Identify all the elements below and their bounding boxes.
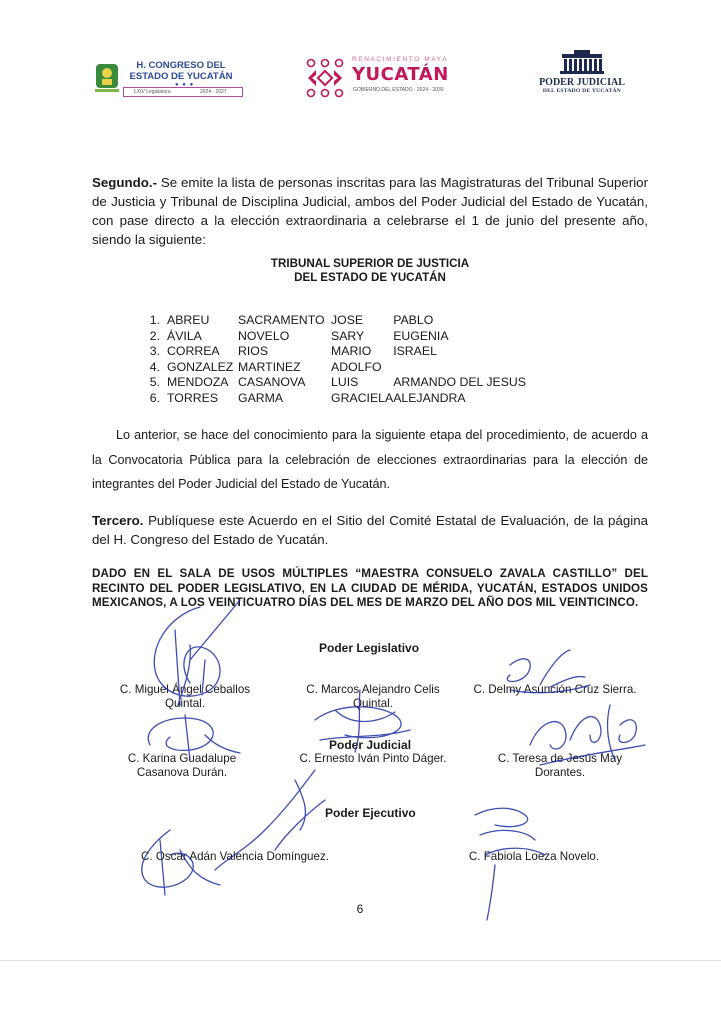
first-surname: CORREA xyxy=(167,344,220,359)
yucatan-glyph-icon xyxy=(304,58,346,98)
first-surname: ABREU xyxy=(167,313,210,327)
segundo-label: Segundo.- xyxy=(92,175,157,190)
court-building-icon xyxy=(560,50,604,74)
signature-scribble-ceballos xyxy=(130,595,270,715)
signatory-name: C. Oscar Adán Valencia Domínguez. xyxy=(141,850,329,863)
second-surname: NOVELO xyxy=(238,328,290,343)
row-number: 4. xyxy=(149,359,160,374)
tercero-text: Publíquese este Acuerdo en el Sitio del Comité Estatal de Evaluación, de la página del H. Congreso del Estado de Yucatán. xyxy=(92,513,648,547)
second-name: ALEJANDRA xyxy=(393,390,466,405)
signatory-name: C. Delmy Asunción Cruz Sierra. xyxy=(473,683,637,696)
table-row xyxy=(130,391,526,407)
signatory-name: C. Teresa de Jesús May xyxy=(497,752,623,765)
signature-scribble-loeza xyxy=(455,795,565,925)
second-name: ISRAEL xyxy=(393,344,437,359)
tercero-paragraph xyxy=(92,511,648,549)
pj-line2: DEL ESTADO DE YUCATÁN xyxy=(542,88,622,94)
segundo-paragraph xyxy=(92,173,648,249)
congreso-dots: ● ● ● xyxy=(175,82,195,88)
first-name: JOSE xyxy=(331,313,364,327)
table-row xyxy=(130,360,526,376)
signature-scribble-valencia xyxy=(120,820,240,900)
second-name: PABLO xyxy=(393,313,434,327)
second-name: ARMANDO DEL JESUS xyxy=(393,375,526,390)
yucatan-sub: GOBIERNO DEL ESTADO · 2024 - 2030 xyxy=(353,87,444,93)
second-name: EUGENIA xyxy=(393,328,449,343)
page-bottom-edge xyxy=(0,960,721,961)
segundo-text: Se emite la lista de personas inscritas para las Magistraturas del Tribunal Superior de Justicia y Tribunal de Disciplina Judicial, ambos del Poder Judicial del Estado de Yucatán, con pase directo a la elección extraordinaria a celebrarse el 1 de junio del presente año, siendo la siguiente: xyxy=(92,175,648,247)
signatory-name: Quintal. xyxy=(165,697,205,710)
congreso-line2: ESTADO DE YUCATÁN xyxy=(129,71,233,82)
tribunal-line1: TRIBUNAL SUPERIOR DE JUSTICIA xyxy=(270,257,470,270)
first-surname: TORRES xyxy=(167,390,219,405)
signatory-name: C. Miguel Ángel Ceballos xyxy=(119,683,251,696)
congreso-logo xyxy=(93,60,248,100)
table-row xyxy=(130,313,526,329)
signatory-name: Casanova Durán. xyxy=(136,766,228,779)
signatory-name: C. Ernesto Iván Pinto Dáger. xyxy=(299,752,447,765)
second-surname: CASANOVA xyxy=(238,375,306,390)
first-name: GRACIELA xyxy=(331,390,394,405)
congreso-period: 2024 - 2027 xyxy=(200,89,227,95)
anterior-paragraph: Lo anterior, se hace del conocimiento para la siguiente etapa del procedimiento, de acuerdo a la Convocatoria Pública para la celebración de elecciones extraordinarias para la elección de integrantes del Poder Judicial del Estado de Yucatán. xyxy=(92,428,648,491)
signature-scribble-may xyxy=(520,695,650,775)
yucatan-tagline: RENACIMIENTO MAYA xyxy=(352,56,449,63)
signatory-name: Dorantes. xyxy=(534,766,586,779)
yucatan-name: YUCATÁN xyxy=(352,64,449,85)
first-surname: GONZALEZ xyxy=(167,359,234,374)
congreso-subbar xyxy=(123,87,243,97)
page-number: 6 xyxy=(356,902,364,916)
second-surname: SACRAMENTO xyxy=(238,313,325,327)
signatory-name: Quintal. xyxy=(353,697,393,710)
candidates-table xyxy=(130,313,526,407)
section-poder-legislativo: Poder Legislativo xyxy=(319,641,420,655)
signature-scribble-casanova xyxy=(130,705,250,765)
second-surname: RIOS xyxy=(238,344,269,359)
tribunal-heading xyxy=(92,257,648,285)
row-number: 2. xyxy=(149,328,160,343)
first-surname: MENDOZA xyxy=(167,375,229,390)
row-number: 1. xyxy=(149,313,160,327)
section-poder-ejecutivo: Poder Ejecutivo xyxy=(325,806,416,820)
yucatan-logo xyxy=(304,56,469,100)
table-row xyxy=(130,329,526,345)
section-poder-judicial: Poder Judicial xyxy=(329,738,412,752)
row-number: 6. xyxy=(149,390,160,405)
signatory-name: C. Karina Guadalupe xyxy=(127,752,237,765)
row-number: 5. xyxy=(149,375,160,390)
congreso-legislatura: LXIV Legislatura xyxy=(134,89,171,95)
second-name xyxy=(393,360,526,376)
second-surname: MARTINEZ xyxy=(238,359,301,374)
congreso-emblem-icon xyxy=(93,62,121,94)
first-name: ADOLFO xyxy=(331,359,382,374)
second-surname: GARMA xyxy=(238,390,284,405)
first-name: LUIS xyxy=(331,375,359,390)
signatory-name: C. Fabiola Loeza Novelo. xyxy=(468,850,600,863)
table-row xyxy=(130,344,526,360)
tribunal-line2: DEL ESTADO DE YUCATÁN xyxy=(294,271,446,284)
row-number: 3. xyxy=(149,344,160,359)
dado-paragraph: DADO EN EL SALA DE USOS MÚLTIPLES “MAESTRA CONSUELO ZAVALA CASTILLO” DEL RECINTO DEL PODER LEGISLATIVO, EN LA CIUDAD DE MÉRIDA, YUCATÁN, ESTADOS UNIDOS MEXICANOS, A LOS VEINTICUATRO DÍAS DEL MES DE MARZO DEL AÑO DOS MIL VEINTICINCO. xyxy=(92,567,648,609)
first-name: SARY xyxy=(331,328,365,343)
poder-judicial-logo xyxy=(532,50,632,100)
first-name: MARIO xyxy=(331,344,372,359)
table-row xyxy=(130,375,526,391)
congreso-line1: H. CONGRESO DEL xyxy=(136,60,226,71)
pj-line1: PODER JUDICIAL xyxy=(539,77,625,88)
signature-scribble-celis xyxy=(300,680,420,760)
tercero-label: Tercero. xyxy=(92,513,144,528)
signatory-name: C. Marcos Alejandro Celis xyxy=(306,683,440,696)
first-surname: ÁVILA xyxy=(167,328,202,343)
